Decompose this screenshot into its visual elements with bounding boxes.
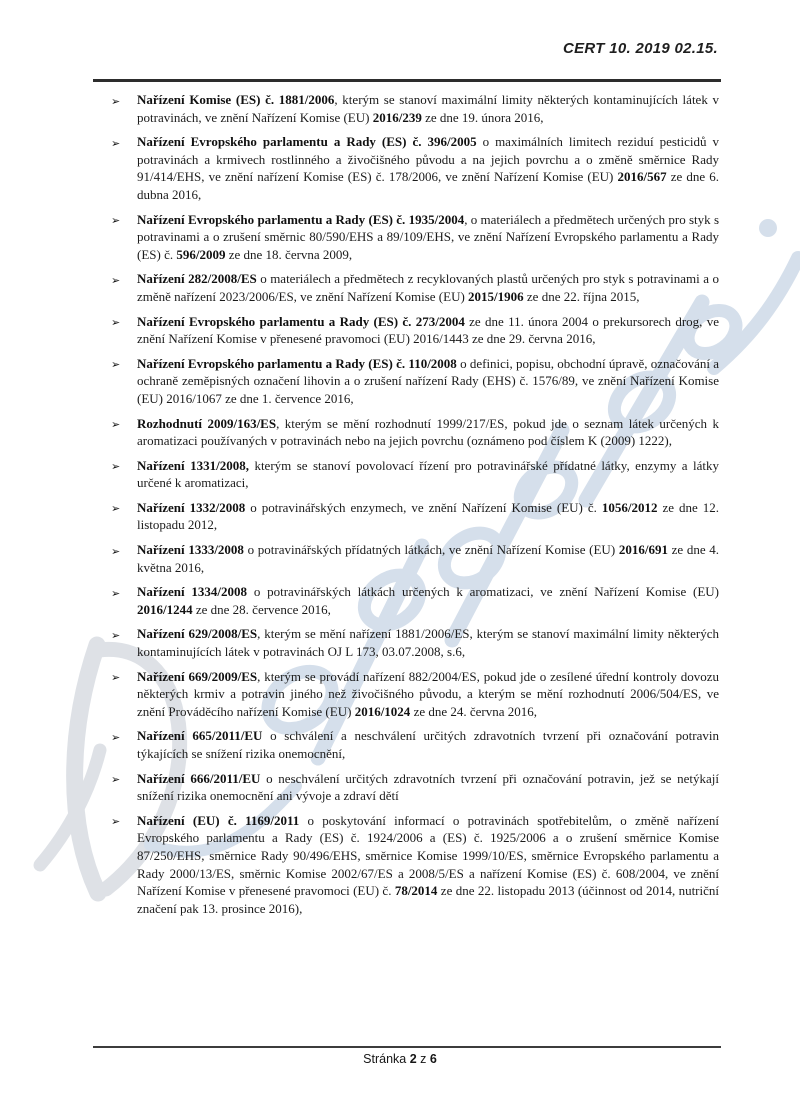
footer-page-number: 2	[409, 1052, 417, 1066]
arrow-bullet-icon: ➢	[111, 544, 121, 558]
list-item-text: Nařízení Evropského parlamentu a Rady (ES) č. 110/2008 o definici, popisu, obchodní úpravě, označování a ochraně zeměpisných označení lihovin a o zrušení nařízení Rady (EHS) č. 1576/89, ve znění Nařízení Komise (EU) 2016/1067 ze dne 1. července 2016,	[137, 355, 719, 406]
list-item	[111, 625, 719, 660]
arrow-bullet-icon: ➢	[111, 214, 121, 228]
list-item	[111, 583, 719, 618]
arrow-bullet-icon: ➢	[111, 94, 121, 108]
arrow-bullet-icon: ➢	[111, 730, 121, 744]
list-item-text: Nařízení Evropského parlamentu a Rady (ES) č. 273/2004 ze dne 11. února 2004 o prekursorech drog, ve znění Nařízení Komise v přenesené pravomoci (EU) 2016/1443 ze dne 29. června 2016,	[137, 313, 719, 347]
footer-divider	[93, 1046, 721, 1048]
list-item	[111, 91, 719, 126]
arrow-bullet-icon: ➢	[111, 460, 121, 474]
arrow-bullet-icon: ➢	[111, 316, 121, 330]
list-item	[111, 313, 719, 348]
arrow-bullet-icon: ➢	[111, 358, 121, 372]
list-item-text: Nařízení 629/2008/ES, kterým se mění nařízení 1881/2006/ES, kterým se stanoví maximální limity některých kontaminujících látek v potravinách OJ L 173, 03.07.2008, s.6,	[137, 626, 719, 660]
list-item-text: Nařízení 1332/2008 o potravinářských enzymech, ve znění Nařízení Komise (EU) č. 1056/2012 ze dne 12. listopadu 2012,	[137, 499, 719, 533]
arrow-bullet-icon: ➢	[111, 773, 121, 787]
cert-date-stamp: CERT 10. 2019 02.15.	[563, 40, 718, 57]
arrow-bullet-icon: ➢	[111, 273, 121, 287]
arrow-bullet-icon: ➢	[111, 502, 121, 516]
list-item-text: Nařízení (EU) č. 1169/2011 o poskytování informací o potravinách spotřebitelům, o změně nařízení Evropského parlamentu a Rady (ES) č. 1924/2006 a (ES) č. 1925/2006 a o zrušení směrnice Komise 87/250/EHS, směrnice Rady 90/496/EHS, směrnice Komise 1999/10/ES, směrnice Evropského parlamentu a Rady 2000/13/ES, směrnic Komise 2002/67/ES a 2008/5/ES a nařízení Komise (ES) č. 608/2004, ve znění Nařízení Komise v přenesené pravomoci (EU) č. 78/2014 ze dne 22. listopadu 2013 (účinnost od 2014, nutriční značení pak 13. prosince 2016),	[137, 812, 719, 916]
list-item-text: Nařízení 1331/2008, kterým se stanoví povolovací řízení pro potravinářské přídatné látky, enzymy a látky určené k aromatizaci,	[137, 457, 719, 491]
arrow-bullet-icon: ➢	[111, 418, 121, 431]
arrow-bullet-icon: ➢	[111, 628, 121, 642]
footer-separator: z	[420, 1052, 427, 1066]
list-item-text: Nařízení 1334/2008 o potravinářských látkách určených k aromatizaci, ve znění Nařízení Komise (EU) 2016/1244 ze dne 28. července 2016,	[137, 584, 719, 617]
regulation-list	[111, 91, 720, 924]
arrow-bullet-icon: ➢	[111, 671, 121, 685]
list-item	[111, 812, 719, 918]
list-item	[111, 727, 719, 762]
list-item-text: Nařízení Evropského parlamentu a Rady (ES) č. 396/2005 o maximálních limitech reziduí pesticidů v potravinách a krmivech rostlinného a živočišného původu a na jejich povrchu a o změně směrnice Rady 91/414/EHS, ve znění nařízení Komise (ES) č. 178/2006, ve znění Nařízení Komise (EU) 2016/567 ze dne 6. dubna 2016,	[137, 134, 720, 202]
list-item	[111, 499, 719, 534]
list-item-text: Nařízení 666/2011/EU o neschválení určitých zdravotních tvrzení při označování potravin, jež se netýkají snížení rizika onemocnění ani vývoje a zdraví dětí	[137, 770, 720, 804]
header-divider	[93, 79, 721, 82]
list-item-text: Nařízení 669/2009/ES, kterým se provádí nařízení 882/2004/ES, pokud jde o zesílené úřední kontroly dovozu některých krmiv a potravin jiného než živočišného původu, a kterým se mění rozhodnutí 2006/504/ES, ve znění Prováděcího nařízení Komise (EU) 2016/1024 ze dne 24. června 2016,	[137, 668, 719, 719]
list-item-text: Nařízení 665/2011/EU o schválení a neschválení určitých zdravotních tvrzení při označování potravin týkajících se snížení rizika onemocnění,	[137, 728, 719, 761]
arrow-bullet-icon: ➢	[111, 136, 121, 150]
list-item	[111, 668, 719, 721]
list-item	[111, 457, 719, 492]
list-item-text: Nařízení 282/2008/ES o materiálech a předmětech z recyklovaných plastů určených pro styk s potravinami a o změně nařízení 2023/2006/ES, ve znění Nařízení Komise (EU) 2015/1906 ze dne 22. října 2015,	[137, 271, 719, 304]
footer-label: Stránka	[363, 1052, 407, 1066]
list-item	[111, 415, 719, 450]
list-item-text: Nařízení 1333/2008 o potravinářských přídatných látkách, ve znění Nařízení Komise (EU) 2016/691 ze dne 4. května 2016,	[137, 542, 720, 575]
list-item	[111, 211, 720, 264]
list-item	[111, 270, 719, 305]
arrow-bullet-icon: ➢	[111, 586, 121, 600]
list-item	[111, 355, 719, 408]
list-item	[111, 133, 720, 203]
list-item	[111, 541, 720, 576]
arrow-bullet-icon: ➢	[111, 815, 121, 829]
footer-total-pages: 6	[429, 1052, 437, 1066]
list-item-text: Nařízení Komise (ES) č. 1881/2006, kterým se stanoví maximální limity některých kontaminujících látek v potravinách, ve znění Nařízení Komise (EU) 2016/239 ze dne 19. února 2016,	[137, 92, 719, 125]
list-item-text: Nařízení Evropského parlamentu a Rady (ES) č. 1935/2004, o materiálech a předmětech určených pro styk s potravinami a o zrušení směrnic 80/590/EHS a 89/109/EHS, ve znění Nařízení Evropského parlamentu a Rady (ES) č. 596/2009 ze dne 18. června 2009,	[137, 211, 720, 262]
list-item-text: Rozhodnutí 2009/163/ES, kterým se mění rozhodnutí 1999/217/ES, pokud jde o seznam látek určených k aromatizaci používaných v potravinách nebo na jejich povrchu (oznámeno pod číslem K (2009) 1222),	[137, 415, 719, 449]
list-item	[111, 770, 720, 805]
page-footer	[0, 1052, 800, 1066]
